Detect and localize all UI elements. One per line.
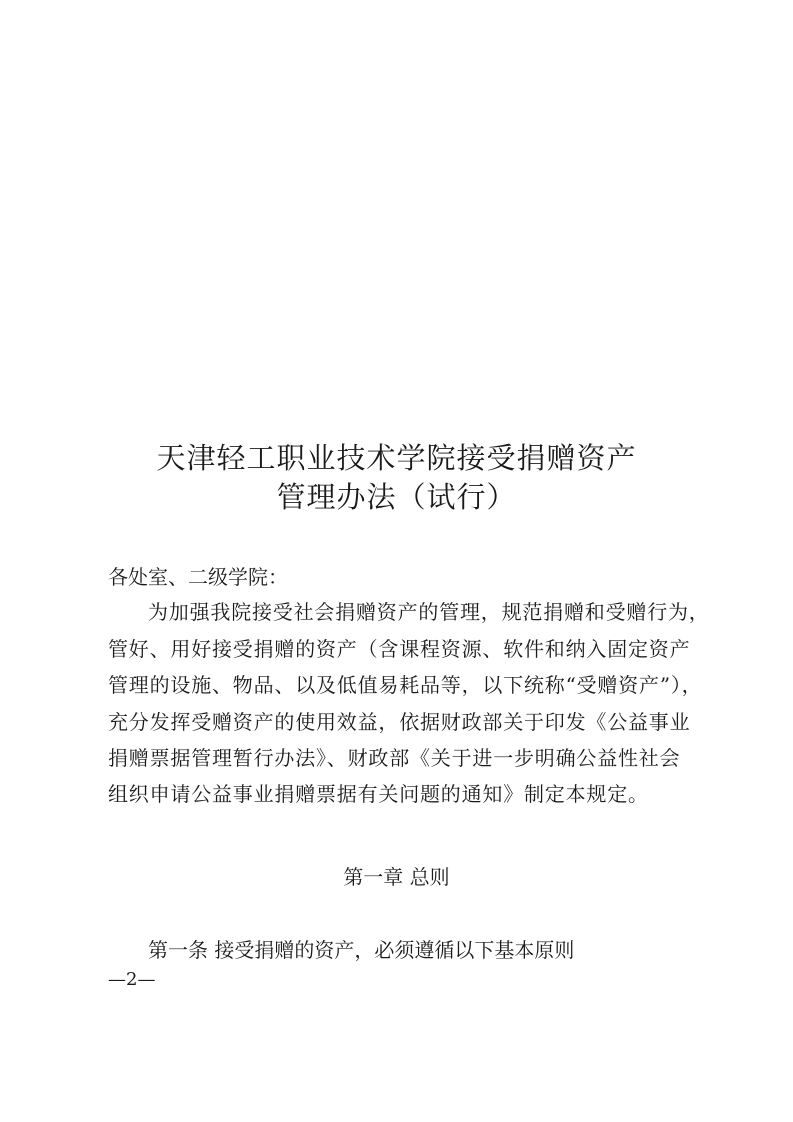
paragraph-line-3: 管理的设施、物品、以及低值易耗品等，以下统称“受赠资产”）， — [108, 673, 703, 697]
paragraph-line-6: 组织申请公益事业捐赠票据有关问题的通知》制定本规定。 — [108, 782, 649, 806]
article-1-text: 第一条 接受捐赠的资产，必须遵循以下基本原则 — [148, 938, 575, 962]
paragraph-line-4: 充分发挥受赠资产的使用效益，依据财政部关于印发《公益事业 — [108, 710, 691, 734]
paragraph-line-1: 为加强我院接受社会捐赠资产的管理，规范捐赠和受赠行为， — [148, 600, 710, 624]
document-title-line-1: 天津轻工职业技术学院接受捐赠资产 — [156, 441, 637, 475]
paragraph-line-2: 管好、用好接受捐赠的资产（含课程资源、软件和纳入固定资产 — [108, 637, 691, 661]
salutation: 各处室、二级学院： — [108, 565, 288, 589]
page-number: —2— — [108, 969, 156, 990]
paragraph-line-5: 捐赠票据管理暂行办法》、财政部《关于进一步明确公益性社会 — [108, 746, 681, 770]
chapter-heading: 第一章 总则 — [343, 865, 450, 889]
document-title-line-2: 管理办法（试行） — [276, 480, 517, 514]
